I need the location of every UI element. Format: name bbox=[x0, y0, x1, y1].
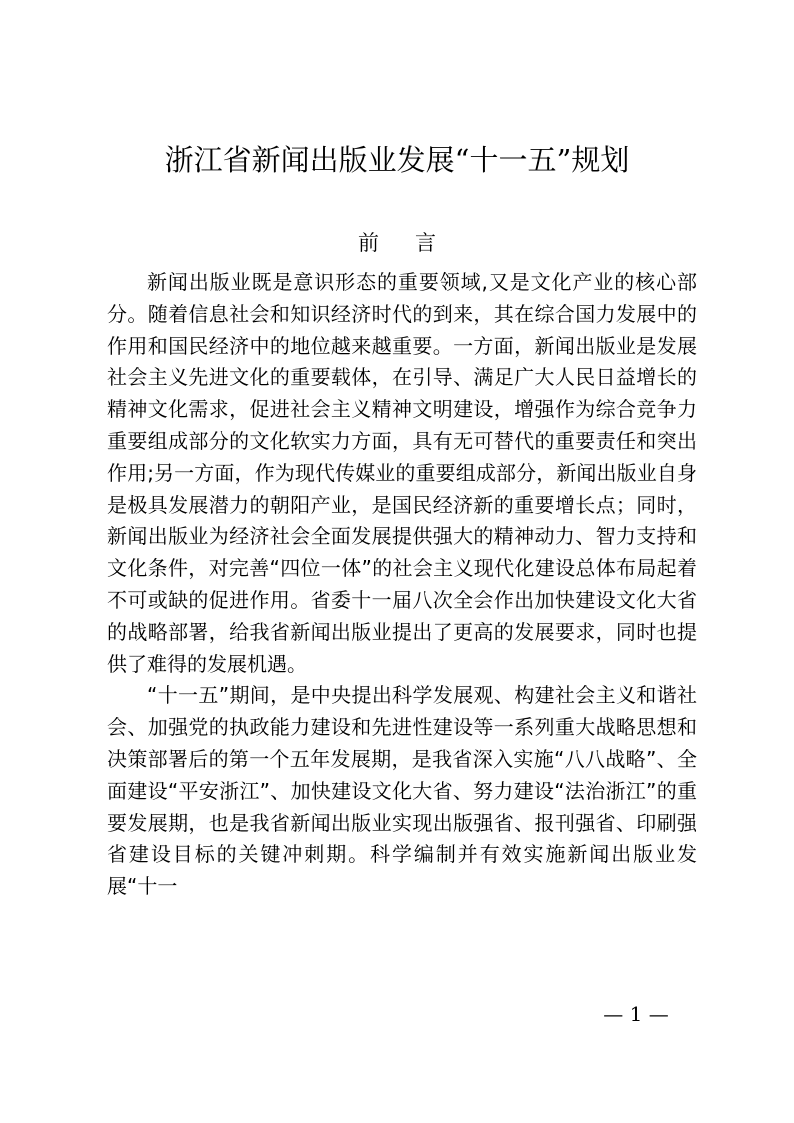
page-number: — 1 — bbox=[603, 1002, 669, 1026]
paragraph: “十一五”期间，是中央提出科学发展观、构建社会主义和谐社会、加强党的执政能力建设和先进性建设等一系列重大战略思想和决策部署后的第一个五年发展期，是我省深入实施“八八战略”、全面建设“平安浙江”、加快建设文化大省、努力建设“法治浙江”的重要发展期，也是我省新闻出版业实现出版强省、报刊强省、印刷强省建设目标的关键冲刺期。科学编制并有效实施新闻出版业发展“十一 bbox=[107, 683, 697, 899]
section-heading-char: 言 bbox=[415, 231, 436, 255]
section-heading-preface bbox=[0, 228, 794, 258]
paragraph: 新闻出版业既是意识形态的重要领域,又是文化产业的核心部分。随着信息社会和知识经济时代的到来，其在综合国力发展中的作用和国民经济中的地位越来越重要。一方面，新闻出版业是发展社会主义先进文化的重要载体，在引导、满足广大人民日益增长的精神文化需求，促进社会主义精神文明建设，增强作为综合竞争力重要组成部分的文化软实力方面，具有无可替代的重要责任和突出作用;另一方面，作为现代传媒业的重要组成部分，新闻出版业自身是极具发展潜力的朝阳产业，是国民经济新的重要增长点；同时，新闻出版业为经济社会全面发展提供强大的精神动力、智力支持和文化条件，对完善“四位一体”的社会主义现代化建设总体布局起着不可或缺的促进作用。省委十一届八次全会作出加快建设文化大省的战略部署，给我省新闻出版业提出了更高的发展要求，同时也提供了难得的发展机遇。 bbox=[107, 270, 697, 676]
body-text bbox=[107, 267, 697, 903]
document-title: 浙江省新闻出版业发展“十一五”规划 bbox=[164, 143, 630, 177]
section-heading-char: 前 bbox=[358, 231, 379, 255]
